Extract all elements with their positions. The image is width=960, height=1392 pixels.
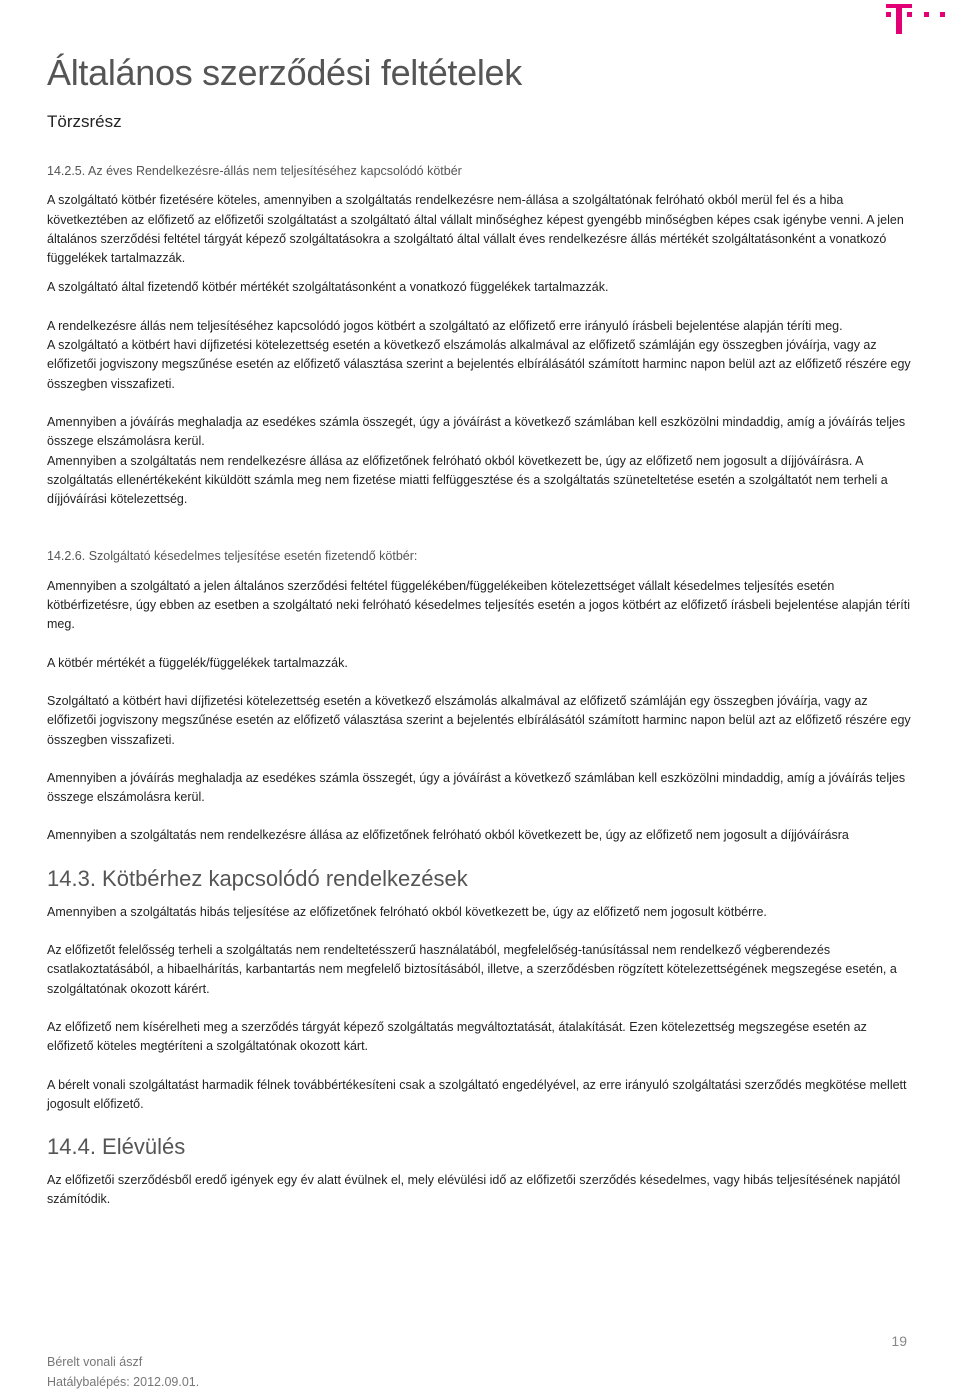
paragraph: A bérelt vonali szolgáltatást harmadik félnek továbbértékesíteni csak a szolgáltató engedélyével, az erre irányuló szolgáltatási szerződés megkötése mellett jogosult előfizető.: [47, 1077, 907, 1111]
paragraph: Az előfizetői szerződésből eredő igények egy év alatt évülnek el, mely elévülési idő az előfizetői szerződés késedelmes, vagy hibás teljesítésének napjától számítódik.: [47, 1173, 901, 1207]
paragraph: A szolgáltató által fizetendő kötbér mértékét szolgáltatásonként a vonatkozó függelékek tartalmazzák.: [47, 280, 609, 295]
paragraph: Amennyiben a szolgáltatás hibás teljesítése az előfizetőnek felróható okból következett be, úgy az előfizető nem jogosult kötbérre.: [47, 904, 767, 919]
document-body: [47, 162, 915, 1210]
logo-dot-3: [924, 12, 929, 17]
paragraph: Amennyiben a szolgáltatás nem rendelkezésre állása az előfizetőnek felróható okból következett be, úgy az előfizető nem jogosult a díjjóváírásra. A szolgáltatás ellenértékeként kiküldött számla meg nem fizetése miatti felfüggesztése és a szolgáltatás szüneteltetése esetén a szolgáltatót nem terheli a díjjóváírási kötelezettség.: [47, 453, 888, 507]
paragraph: Amennyiben a szolgáltatás nem rendelkezésre állása az előfizetőnek felróható okból következett be, úgy az előfizető nem jogosult a díjjóváírásra: [47, 828, 849, 843]
logo-dot-1: [886, 12, 891, 17]
paragraph: Az előfizetőt felelősség terheli a szolgáltatás nem rendeltetésszerű használatából, megfelelőség-tanúsítással nem rendelkező végberendezés csatlakoztatásából, a hibaelhárítás, karbantartás nem megfelelő biztosításából, illetve, a szerződésben rögzített kötelezettségének megszegése esetén, a szolgáltatónak okozott kárért.: [47, 943, 897, 996]
page-number: 19: [891, 1333, 907, 1349]
logo-dot-4: [940, 12, 945, 17]
document-title: Általános szerződési feltételek: [47, 52, 522, 93]
paragraph: Amennyiben a szolgáltató a jelen általános szerződési feltétel függelékében/függelékeiben kötelezettséget vállalt késedelmes teljesítés esetén kötbérfizetésre, úgy ebben az esetben a szolgáltató neki felróható késedelmes teljesítés esetén a jogos kötbért az előfizető írásbeli bejelentése alapján téríti meg.: [47, 578, 911, 632]
logo-dot-2: [907, 12, 912, 17]
paragraph: A rendelkezésre állás nem teljesítéséhez kapcsolódó jogos kötbért a szolgáltató az előfizető erre irányuló írásbeli bejelentése alapján téríti meg.: [47, 318, 843, 333]
paragraph: Amennyiben a jóváírás meghaladja az esedékes számla összegét, úgy a jóváírást a következő számlában kell eszközölni mindaddig, amíg a jóváírás teljes összege elszámolásra kerül.: [47, 414, 906, 449]
telekom-logo: [880, 0, 960, 40]
footer-document-name: Bérelt vonali ászf: [47, 1355, 143, 1369]
paragraph: A szolgáltató a kötbért havi díjfizetési kötelezettség esetén a következő elszámolás alkalmával az előfizető számláján egy összegben jóváírja, vagy az előfizetői jogviszony megszűnése esetén az előfizető választása szerint a bejelentés elbírálásától számított harminc napon belül azt az előfizető részére egy összegben visszafizeti.: [47, 338, 911, 391]
paragraph: Amennyiben a jóváírás meghaladja az esedékes számla összegét, úgy a jóváírást a következő számlában kell eszközölni mindaddig, amíg a jóváírás teljes összege elszámolásra kerül.: [47, 770, 906, 805]
subsection-heading-14-2-5: 14.2.5. Az éves Rendelkezésre-állás nem teljesítéséhez kapcsolódó kötbér: [47, 164, 462, 178]
footer-effective-date: Hatálybalépés: 2012.09.01.: [47, 1375, 200, 1389]
paragraph: A szolgáltató kötbér fizetésére köteles, amennyiben a szolgáltatás rendelkezésre nem-állása a szolgáltatónak felróható okból merül fel és a hiba következtében az előfizető az előfizetői szolgáltatást a szolgáltató által vállalt minőséghez képest gyengébb minőségben képes csak igénybe venni. A jelen általános szerződési feltétel tárgyát képező szolgáltatásokra a szolgáltató által vállalt éves rendelkezésre állás mértékét szolgáltatásonként a vonatkozó függelékek tartalmazzák.: [47, 193, 904, 266]
subsection-heading-14-2-6: 14.2.6. Szolgáltató késedelmes teljesítése esetén fizetendő kötbér:: [47, 549, 418, 564]
footer: [47, 1352, 199, 1392]
section-heading-14-3: 14.3. Kötbérhez kapcsolódó rendelkezések: [47, 865, 468, 891]
paragraph: Az előfizető nem kísérelheti meg a szerződés tárgyát képező szolgáltatás megváltoztatását, átalakítását. Ezen kötelezettség megszegése esetén az előfizető köteles megtéríteni a szolgáltatónak okozott kárt.: [47, 1019, 867, 1054]
document-subtitle: Törzsrész: [47, 112, 122, 131]
logo-t-stem: [896, 4, 902, 34]
paragraph: A kötbér mértékét a függelék/függelékek tartalmazzák.: [47, 655, 348, 670]
paragraph: Szolgáltató a kötbért havi díjfizetési kötelezettség esetén a következő elszámolás alkalmával az előfizető számláján egy összegben jóváírja, vagy az előfizetői jogviszony megszűnése esetén az előfizető választása szerint a bejelentés elbírálásától számított harminc napon belül azt az előfizető részére egy összegben visszafizeti.: [47, 693, 911, 747]
section-heading-14-4: 14.4. Elévülés: [47, 1134, 186, 1160]
